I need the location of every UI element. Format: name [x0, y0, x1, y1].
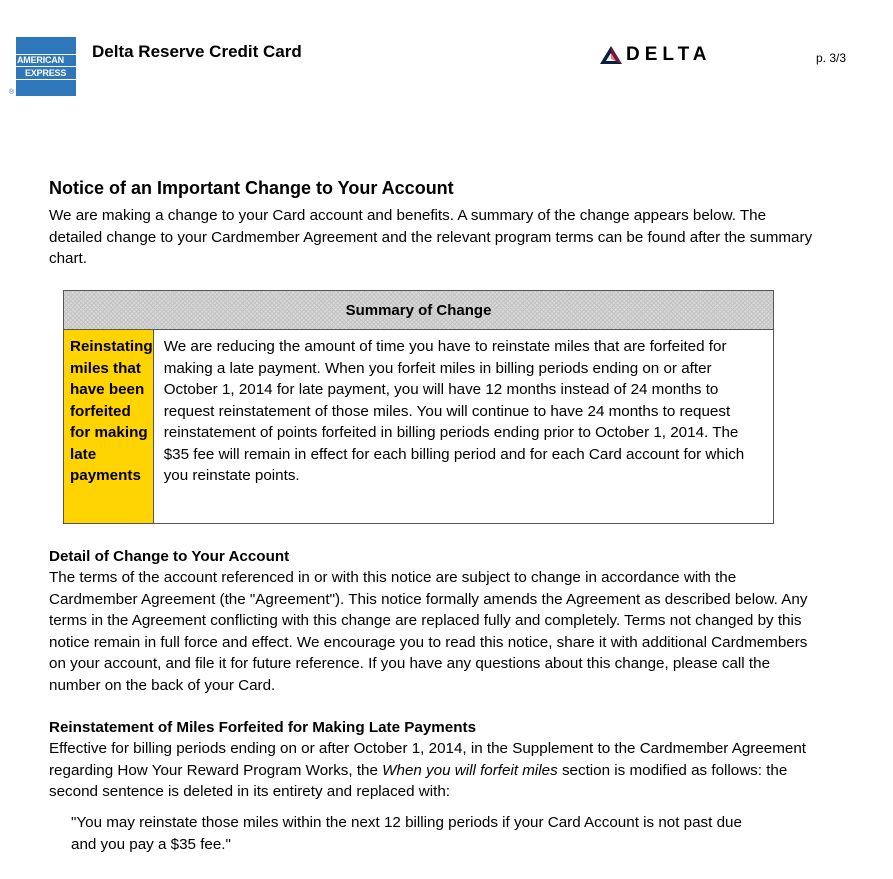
replacement-quote: "You may reinstate those miles within the next 12 billing periods if your Card Account is not past due and you pay a $35 fee.": [71, 814, 742, 853]
delta-wordmark: DELTA: [626, 44, 712, 65]
delta-logo: [600, 44, 712, 66]
reinstatement-text-before: Effective for billing periods ending on or after October 1, 2014, in the Supplement to the Cardmember Agreement regarding How Your Reward Program Works, the: [49, 740, 807, 779]
summary-table: [63, 290, 774, 524]
amex-logo-line2: EXPRESS: [16, 68, 76, 80]
card-title: Delta Reserve Credit Card: [92, 42, 302, 61]
american-express-logo: [16, 37, 76, 96]
triangle-widget-icon: [600, 46, 622, 64]
summary-table-header: Summary of Change: [64, 291, 773, 330]
reinstatement-section-name: When you will forfeit miles: [382, 761, 558, 779]
registered-mark: ®: [9, 89, 15, 96]
reinstatement-text-after: section is modified as follows: the second sentence is deleted in its entirety and replaced with:: [49, 761, 788, 800]
summary-row-label: Reinstating miles that have been forfeited for making late payments: [64, 330, 154, 523]
intro-paragraph: We are making a change to your Card account and benefits. A summary of the change appears below. The detailed change to your Cardmember Agreement and the relevant program terms can be found after the summary chart.: [49, 207, 813, 267]
page-number: p. 3/3: [816, 51, 847, 65]
reinstatement-paragraph: [49, 738, 819, 803]
summary-row-text: We are reducing the amount of time you have to reinstate miles that are forfeited for making a late payment. When you forfeit miles in billing periods ending on or after October 1, 2014 for late payment, you will have 12 months instead of 24 months to request reinstatement of those miles. You will continue to have 24 months to request reinstatement of points forfeited in billing periods ending prior to October 1, 2014. The $35 fee will remain in effect for each billing period and for each Card account for which you reinstate points.: [163, 338, 745, 484]
amex-logo-line1: AMERICAN: [16, 54, 76, 67]
table-row: [64, 330, 773, 523]
reinstatement-heading: Reinstatement of Miles Forfeited for Making Late Payments: [49, 719, 477, 736]
detail-paragraph: The terms of the account referenced in or with this notice are subject to change in accordance with the Cardmember Agreement (the "Agreement"). This notice formally amends the Agreement as described below. Any terms in the Agreement conflicting with this change are replaced fully and completely. Terms not changed by this notice remain in full force and effect. We encourage you to read this notice, share it with additional Cardmembers on your account, and file it for future reference. If you have any questions about this change, please call the number on the back of your Card.: [49, 569, 808, 694]
page-title: Notice of an Important Change to Your Account: [49, 178, 454, 198]
detail-heading: Detail of Change to Your Account: [49, 548, 290, 565]
